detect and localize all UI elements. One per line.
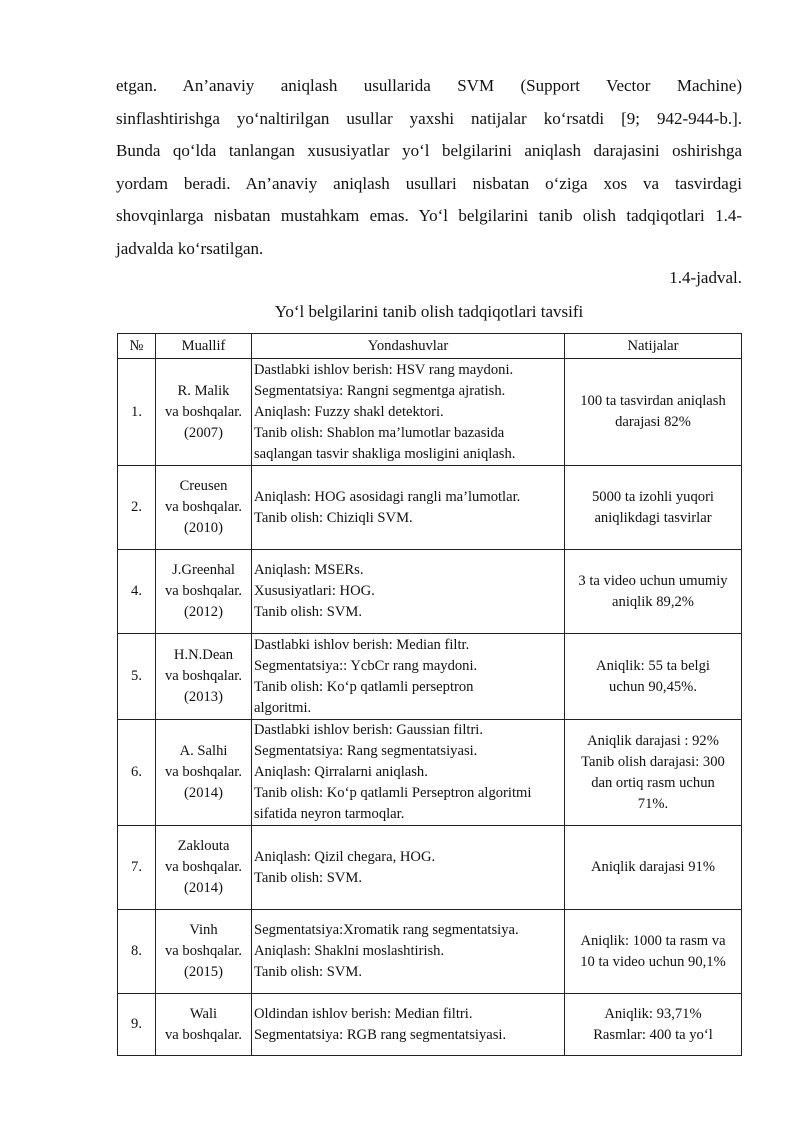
cell-approach-line: saqlangan tasvir shakliga mosligini aniqlash. [254,445,516,462]
table-row [118,634,742,720]
cell-author-line: (2014) [184,880,223,896]
paragraph-line: yordam beradi. An’anaviy aniqlash usullari nisbatan o‘ziga xos va tasvirdagi [116,173,742,193]
cell-result-line: Aniqlik darajasi : 92% [587,732,719,749]
header-approach: Yondashuvlar [252,334,565,359]
cell-result [565,550,742,634]
research-table [117,333,742,1056]
paragraph-line: jadvalda ko‘rsatilgan. [116,238,264,258]
cell-result [565,826,742,910]
cell-author-line: va boshqalar. [164,943,242,959]
cell-approach-line: Aniqlash: Qizil chegara, HOG. [254,848,436,865]
cell-approach-line: Segmentatsiya:Xromatik rang segmentatsiya. [254,922,519,938]
cell-author-line: va boshqalar. [164,764,242,780]
cell-author-line: (2007) [184,424,223,441]
paragraph-line: Bunda qo‘lda tanlangan xususiyatlar yo‘l belgilarini aniqlash darajasini oshirishga [116,141,742,161]
cell-author [156,550,252,634]
cell-result-line: Rasmlar: 400 ta yo‘l [593,1026,713,1043]
cell-author-line: va boshqalar. [164,668,242,684]
body-paragraph [116,70,742,266]
cell-author-line: va boshqalar. [164,583,242,599]
cell-approach-line: Segmentatsiya: Rang segmentatsiyasi. [254,743,478,759]
cell-result-line: 3 ta video uchun umumiy [578,572,728,589]
cell-result-line: Tanib olish darajasi: 300 [581,753,725,770]
cell-result [565,910,742,994]
cell-approach-line: Tanib olish: Ko‘p qatlamli perseptron [254,678,474,695]
cell-result [565,634,742,720]
cell-approach-line: Tanib olish: Chiziqli SVM. [254,509,413,526]
cell-result-line: 10 ta video uchun 90,1% [580,953,726,970]
cell-result [565,359,742,466]
cell-approach-line: Oldindan ishlov berish: Median filtri. [254,1005,473,1022]
cell-result-line: 5000 ta izohli yuqori [591,488,714,505]
cell-approach [252,720,565,826]
cell-author-line: Wali [189,1005,218,1022]
cell-result-line: uchun 90,45%. [609,678,697,695]
cell-approach-line: Aniqlash: MSERs. [254,562,364,578]
cell-author-line: Vinh [189,922,218,938]
cell-author [156,634,252,720]
table-row [118,550,742,634]
cell-approach-line: Tanib olish: Ko‘p qatlamli Perseptron algoritmi [254,785,532,801]
cell-result-line: 71%. [637,795,669,812]
cell-approach [252,634,565,720]
cell-result [565,720,742,826]
cell-author-line: (2013) [184,689,223,705]
cell-approach-line: Aniqlash: Fuzzy shakl detektori. [254,403,444,420]
cell-author-line: J.Greenhal [172,562,235,578]
cell-result-line: darajasi 82% [615,414,691,430]
cell-approach-line: algoritmi. [254,699,312,716]
cell-author [156,720,252,826]
cell-result [565,466,742,550]
cell-approach [252,550,565,634]
cell-approach-line: Tanib olish: SVM. [254,869,363,886]
cell-approach-line: Dastlabki ishlov berish: Gaussian filtri. [254,722,484,738]
table-row [118,994,742,1056]
cell-result-line: dan ortiq rasm uchun [591,774,715,791]
cell-author-line: (2010) [184,520,223,536]
cell-result-line: Aniqlik: 55 ta belgi [596,657,710,674]
cell-approach-line: Tanib olish: SVM. [254,964,363,980]
cell-author-line: va boshqalar. [164,859,242,875]
table-title: Yo‘l belgilarini tanib olish tadqiqotlari tavsifi [274,302,584,321]
cell-result-line: 100 ta tasvirdan aniqlash [580,393,726,409]
cell-approach-line: Dastlabki ishlov berish: HSV rang maydoni. [254,361,514,378]
cell-author-line: (2015) [184,964,223,980]
cell-author-line: Zaklouta [177,838,230,854]
cell-number: 9. [118,994,156,1056]
cell-author [156,359,252,466]
cell-author-line: (2014) [184,785,223,801]
table-header-row [118,334,742,359]
cell-number: 7. [118,826,156,910]
cell-author-line: (2012) [184,604,223,620]
header-result: Natijalar [565,334,742,359]
cell-result-line: aniqlikdagi tasvirlar [594,509,712,526]
cell-author-line: va boshqalar. [164,499,242,515]
paragraph-line: shovqinlarga nisbatan mustahkam emas. Yo‘l belgilarini tanib olish tadqiqotlari 1.4- [116,206,742,226]
cell-result-line: Aniqlik: 93,71% [604,1005,702,1022]
cell-number: 5. [118,634,156,720]
cell-approach [252,466,565,550]
cell-author-line: R. Malik [177,382,230,399]
paragraph-line: etgan. An’anaviy aniqlash usullarida SVM (Support Vector Machine) [116,76,742,95]
table-row [118,910,742,994]
cell-approach [252,994,565,1056]
cell-author-line: va boshqalar. [164,1026,242,1043]
header-number: № [118,334,156,359]
cell-approach-line: Segmentatsiya: Rangni segmentga ajratish. [254,382,506,399]
cell-approach-line: sifatida neyron tarmoqlar. [254,806,405,822]
paragraph-line: sinflashtirishga yo‘naltirilgan usullar yaxshi natijalar ko‘rsatdi [9; 942-944-b.]. [116,108,742,128]
cell-author [156,826,252,910]
cell-author [156,466,252,550]
table-row [118,720,742,826]
table-row [118,466,742,550]
cell-author-line: va boshqalar. [164,403,242,420]
cell-number: 8. [118,910,156,994]
cell-author [156,910,252,994]
cell-result-line: Aniqlik: 1000 ta rasm va [580,932,726,949]
cell-approach [252,910,565,994]
cell-author-line: Creusen [179,478,228,494]
cell-approach-line: Segmentatsiya: RGB rang segmentatsiyasi. [254,1026,507,1043]
cell-approach-line: Aniqlash: Qirralarni aniqlash. [254,764,428,780]
cell-result-line: aniqlik 89,2% [612,593,694,610]
cell-approach [252,826,565,910]
cell-result-line: Aniqlik darajasi 91% [590,859,716,875]
cell-number: 4. [118,550,156,634]
cell-approach-line: Segmentatsiya:: YcbCr rang maydoni. [254,657,478,674]
table-number: 1.4-jadval. [669,268,742,287]
cell-approach-line: Aniqlash: Shaklni moslashtirish. [254,943,445,959]
table-row [118,359,742,466]
cell-number: 2. [118,466,156,550]
table-row [118,826,742,910]
cell-approach-line: Tanib olish: Shablon ma’lumotlar bazasida [254,424,505,441]
cell-number: 1. [118,359,156,466]
header-author: Muallif [156,334,252,359]
cell-author [156,994,252,1056]
cell-approach-line: Dastlabki ishlov berish: Median filtr. [254,636,470,653]
cell-approach-line: Aniqlash: HOG asosidagi rangli ma’lumotlar. [254,488,521,505]
cell-approach-line: Xususiyatlari: HOG. [254,583,375,599]
cell-approach [252,359,565,466]
cell-author-line: A. Salhi [179,743,228,759]
cell-result [565,994,742,1056]
cell-approach-line: Tanib olish: SVM. [254,604,363,620]
cell-author-line: H.N.Dean [173,647,234,663]
cell-number: 6. [118,720,156,826]
